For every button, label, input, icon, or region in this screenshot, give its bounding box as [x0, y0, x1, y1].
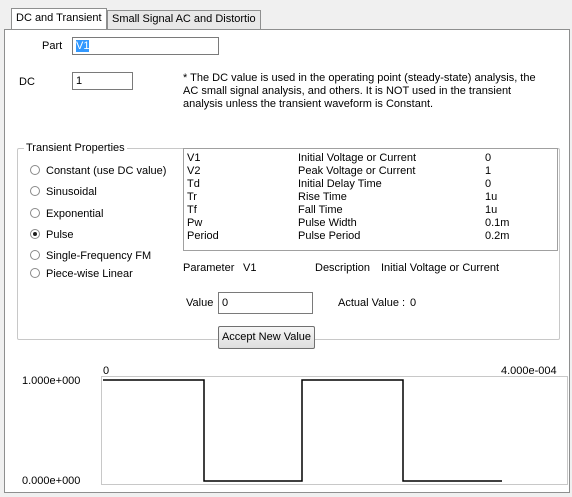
param-desc[interactable]: Pulse Period: [298, 230, 361, 242]
radio-circle-checked: [30, 229, 40, 239]
dc-note: * The DC value is used in the operating point (steady-state) analysis, the AC small signal analysis, and others. It is NOT used in the transient analysis unless the transient waveform is Constant.: [183, 72, 536, 110]
parameter-label: Parameter: [183, 262, 235, 274]
param-value[interactable]: 0: [485, 178, 492, 190]
radio-label: Piece-wise Linear: [46, 268, 133, 280]
param-name[interactable]: V2: [187, 165, 201, 177]
param-value[interactable]: 0.1m: [485, 217, 510, 229]
x-axis-end: 4.000e-004: [501, 365, 557, 377]
waveform-plot: [102, 377, 567, 484]
radio-circle: [30, 165, 40, 175]
param-desc[interactable]: Pulse Width: [298, 217, 357, 229]
transient-title: Transient Properties: [26, 142, 125, 154]
tab-small-signal-ac[interactable]: [107, 10, 261, 29]
dc-label: DC: [19, 76, 35, 88]
radio-circle: [30, 250, 40, 260]
part-label: Part: [42, 40, 63, 52]
radio-label: Constant (use DC value): [46, 165, 167, 177]
part-value: V1: [76, 40, 90, 52]
radio-label: Exponential: [46, 208, 104, 220]
param-value[interactable]: 1u: [485, 204, 498, 216]
param-value[interactable]: 0.2m: [485, 230, 510, 242]
radio-label: Pulse: [46, 229, 74, 241]
description-text: Initial Voltage or Current: [381, 262, 500, 274]
tab-label: Small Signal AC and Distortio: [112, 13, 256, 25]
pulse-waveform: [103, 380, 502, 481]
radio-circle: [30, 268, 40, 278]
radio-circle: [30, 186, 40, 196]
radio-exponential[interactable]: [30, 207, 104, 221]
x-axis-start: 0: [103, 365, 110, 377]
param-name[interactable]: Td: [187, 178, 200, 190]
radio-constant[interactable]: [30, 164, 166, 178]
param-name[interactable]: Tf: [187, 204, 197, 216]
parameter-list[interactable]: [183, 148, 558, 251]
radio-piece-wise-linear[interactable]: [30, 267, 133, 281]
param-desc[interactable]: Fall Time: [298, 204, 343, 216]
value-input[interactable]: 0: [218, 292, 313, 314]
dc-input[interactable]: 1: [72, 72, 133, 90]
param-name[interactable]: V1: [187, 152, 201, 164]
radio-sinusoidal[interactable]: [30, 185, 97, 199]
param-desc[interactable]: Peak Voltage or Current: [298, 165, 416, 177]
parameter-name: V1: [243, 262, 257, 274]
param-name[interactable]: Period: [187, 230, 219, 242]
param-value[interactable]: 1: [485, 165, 492, 177]
radio-circle: [30, 208, 40, 218]
waveform-preview: [101, 376, 568, 485]
value-label: Value: [186, 297, 214, 309]
radio-label: Single-Frequency FM: [46, 250, 152, 262]
param-desc[interactable]: Initial Delay Time: [298, 178, 382, 190]
param-name[interactable]: Pw: [187, 217, 203, 229]
param-desc[interactable]: Rise Time: [298, 191, 347, 203]
radio-single-frequency-fm[interactable]: [30, 249, 151, 263]
radio-label: Sinusoidal: [46, 186, 97, 198]
description-label: Description: [315, 262, 371, 274]
param-value[interactable]: 1u: [485, 191, 498, 203]
accept-new-value-button[interactable]: Accept New Value: [218, 326, 315, 349]
actual-value-label: Actual Value :: [338, 297, 406, 309]
param-name[interactable]: Tr: [187, 191, 197, 203]
y-axis-max: 1.000e+000: [22, 375, 81, 387]
param-value[interactable]: 0: [485, 152, 492, 164]
actual-value: 0: [410, 297, 417, 309]
part-input[interactable]: [72, 37, 219, 55]
tab-label: DC and Transient: [16, 12, 102, 24]
y-axis-min: 0.000e+000: [22, 475, 81, 487]
tab-dc-transient[interactable]: [11, 8, 107, 29]
radio-pulse[interactable]: [30, 228, 74, 242]
param-desc[interactable]: Initial Voltage or Current: [298, 152, 417, 164]
